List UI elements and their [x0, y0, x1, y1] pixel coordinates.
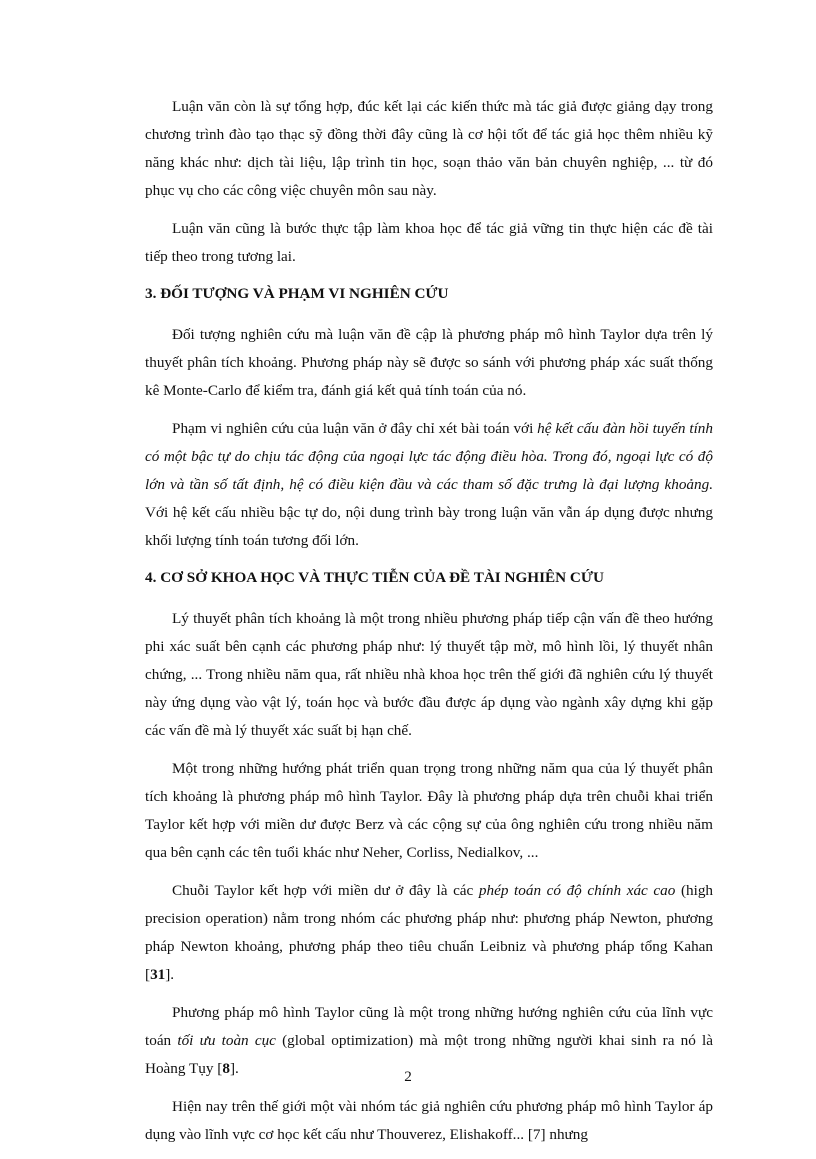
section-3-heading: 3. ĐỐI TƯỢNG VÀ PHẠM VI NGHIÊN CỨU: [145, 285, 449, 302]
reference-number: 8: [222, 1060, 230, 1077]
italic-text-run: hệ kết cấu đàn hồi tuyến tính có một bậc tự do chịu tác động của ngoại lực tác động điều hòa. Trong đó, ngoại lực có độ lớn và tần số tất định, hệ có điều kiện đầu và các tham số đặc trưng là đại lượng khoảng.: [145, 420, 713, 493]
section-4-paragraph-3: [145, 877, 713, 989]
text-run: ].: [229, 1060, 239, 1077]
text-run: Với hệ kết cấu nhiều bậc tự do, nội dung trình bày trong luận văn vẫn áp dụng được nhưng khối lượng tính toán tương đối lớn.: [145, 504, 713, 549]
section-4-paragraph-1: Lý thuyết phân tích khoảng là một trong nhiều phương pháp tiếp cận vấn đề theo hướng phi xác suất bên cạnh các phương pháp như: lý thuyết tập mờ, mô hình lồi, lý thuyết nhân chứng, ... Trong nhiều năm qua, rất nhiều nhà khoa học trên thế giới đã nghiên cứu lý thuyết này ứng dụng vào vật lý, toán học và bước đầu được áp dụng vào ngành xây dựng khi gặp các vấn đề mà lý thuyết xác suất bị hạn chế.: [145, 610, 713, 739]
section-4-paragraph-2: Một trong những hướng phát triển quan trọng trong những năm qua của lý thuyết phân tích khoảng là phương pháp mô hình Taylor. Đây là phương pháp dựa trên chuỗi khai triển Taylor kết hợp với miền dư được Berz và các cộng sự của ông nghiên cứu trong nhiều năm qua bên cạnh các tên tuổi khác như Neher, Corliss, Nedialkov, ...: [145, 760, 713, 861]
text-run: Chuỗi Taylor kết hợp với miền dư ở đây là các: [172, 882, 479, 899]
section-3-paragraph-2: [145, 415, 713, 555]
section-4-heading: 4. CƠ SỞ KHOA HỌC VÀ THỰC TIỄN CỦA ĐỀ TÀI NGHIÊN CỨU: [145, 569, 604, 586]
text-run: Phương pháp mô hình Taylor cũng là một trong những hướng nghiên cứu của lĩnh vực toán: [145, 1004, 713, 1049]
text-run: (high precision operation) nằm trong nhóm các phương pháp như: phương pháp Newton, phương pháp Newton khoảng, phương pháp theo tiêu chuẩn Leibniz và phương pháp tổng Kahan [: [145, 882, 714, 983]
text-run: Phạm vi nghiên cứu của luận văn ở đây chỉ xét bài toán với: [172, 420, 538, 437]
section-3-paragraph-1: Đối tượng nghiên cứu mà luận văn đề cập là phương pháp mô hình Taylor dựa trên lý thuyết phân tích khoảng. Phương pháp này sẽ được so sánh với phương pháp xác suất thống kê Monte-Carlo để kiểm tra, đánh giá kết quả tính toán của nó.: [145, 326, 713, 399]
page-number: 2: [404, 1068, 412, 1085]
paragraph-intro-2: Luận văn cũng là bước thực tập làm khoa học để tác giả vững tin thực hiện các đề tài tiếp theo trong tương lai.: [145, 220, 713, 265]
italic-text-run: tối ưu toàn cục: [177, 1032, 276, 1049]
paragraph-intro-1: Luận văn còn là sự tổng hợp, đúc kết lại các kiến thức mà tác giả được giảng dạy trong chương trình đào tạo thạc sỹ đồng thời đây cũng là cơ hội tốt để tác giả học thêm nhiều kỹ năng khác như: dịch tài liệu, lập trình tin học, soạn thảo văn bản chuyên nghiệp, ... từ đó phục vụ cho các công việc chuyên môn sau này.: [145, 98, 713, 199]
italic-text-run: phép toán có độ chính xác cao: [478, 882, 676, 899]
section-4-paragraph-5: Hiện nay trên thế giới một vài nhóm tác giả nghiên cứu phương pháp mô hình Taylor áp dụng vào lĩnh vực cơ học kết cấu như Thouverez, Elishakoff... [7] nhưng: [145, 1098, 713, 1143]
page-body: [145, 93, 713, 1159]
text-run: ].: [165, 966, 175, 983]
text-run: (global optimization) mà một trong những người khai sinh ra nó là Hoàng Tụy [: [145, 1032, 713, 1077]
reference-number: 31: [150, 966, 166, 983]
